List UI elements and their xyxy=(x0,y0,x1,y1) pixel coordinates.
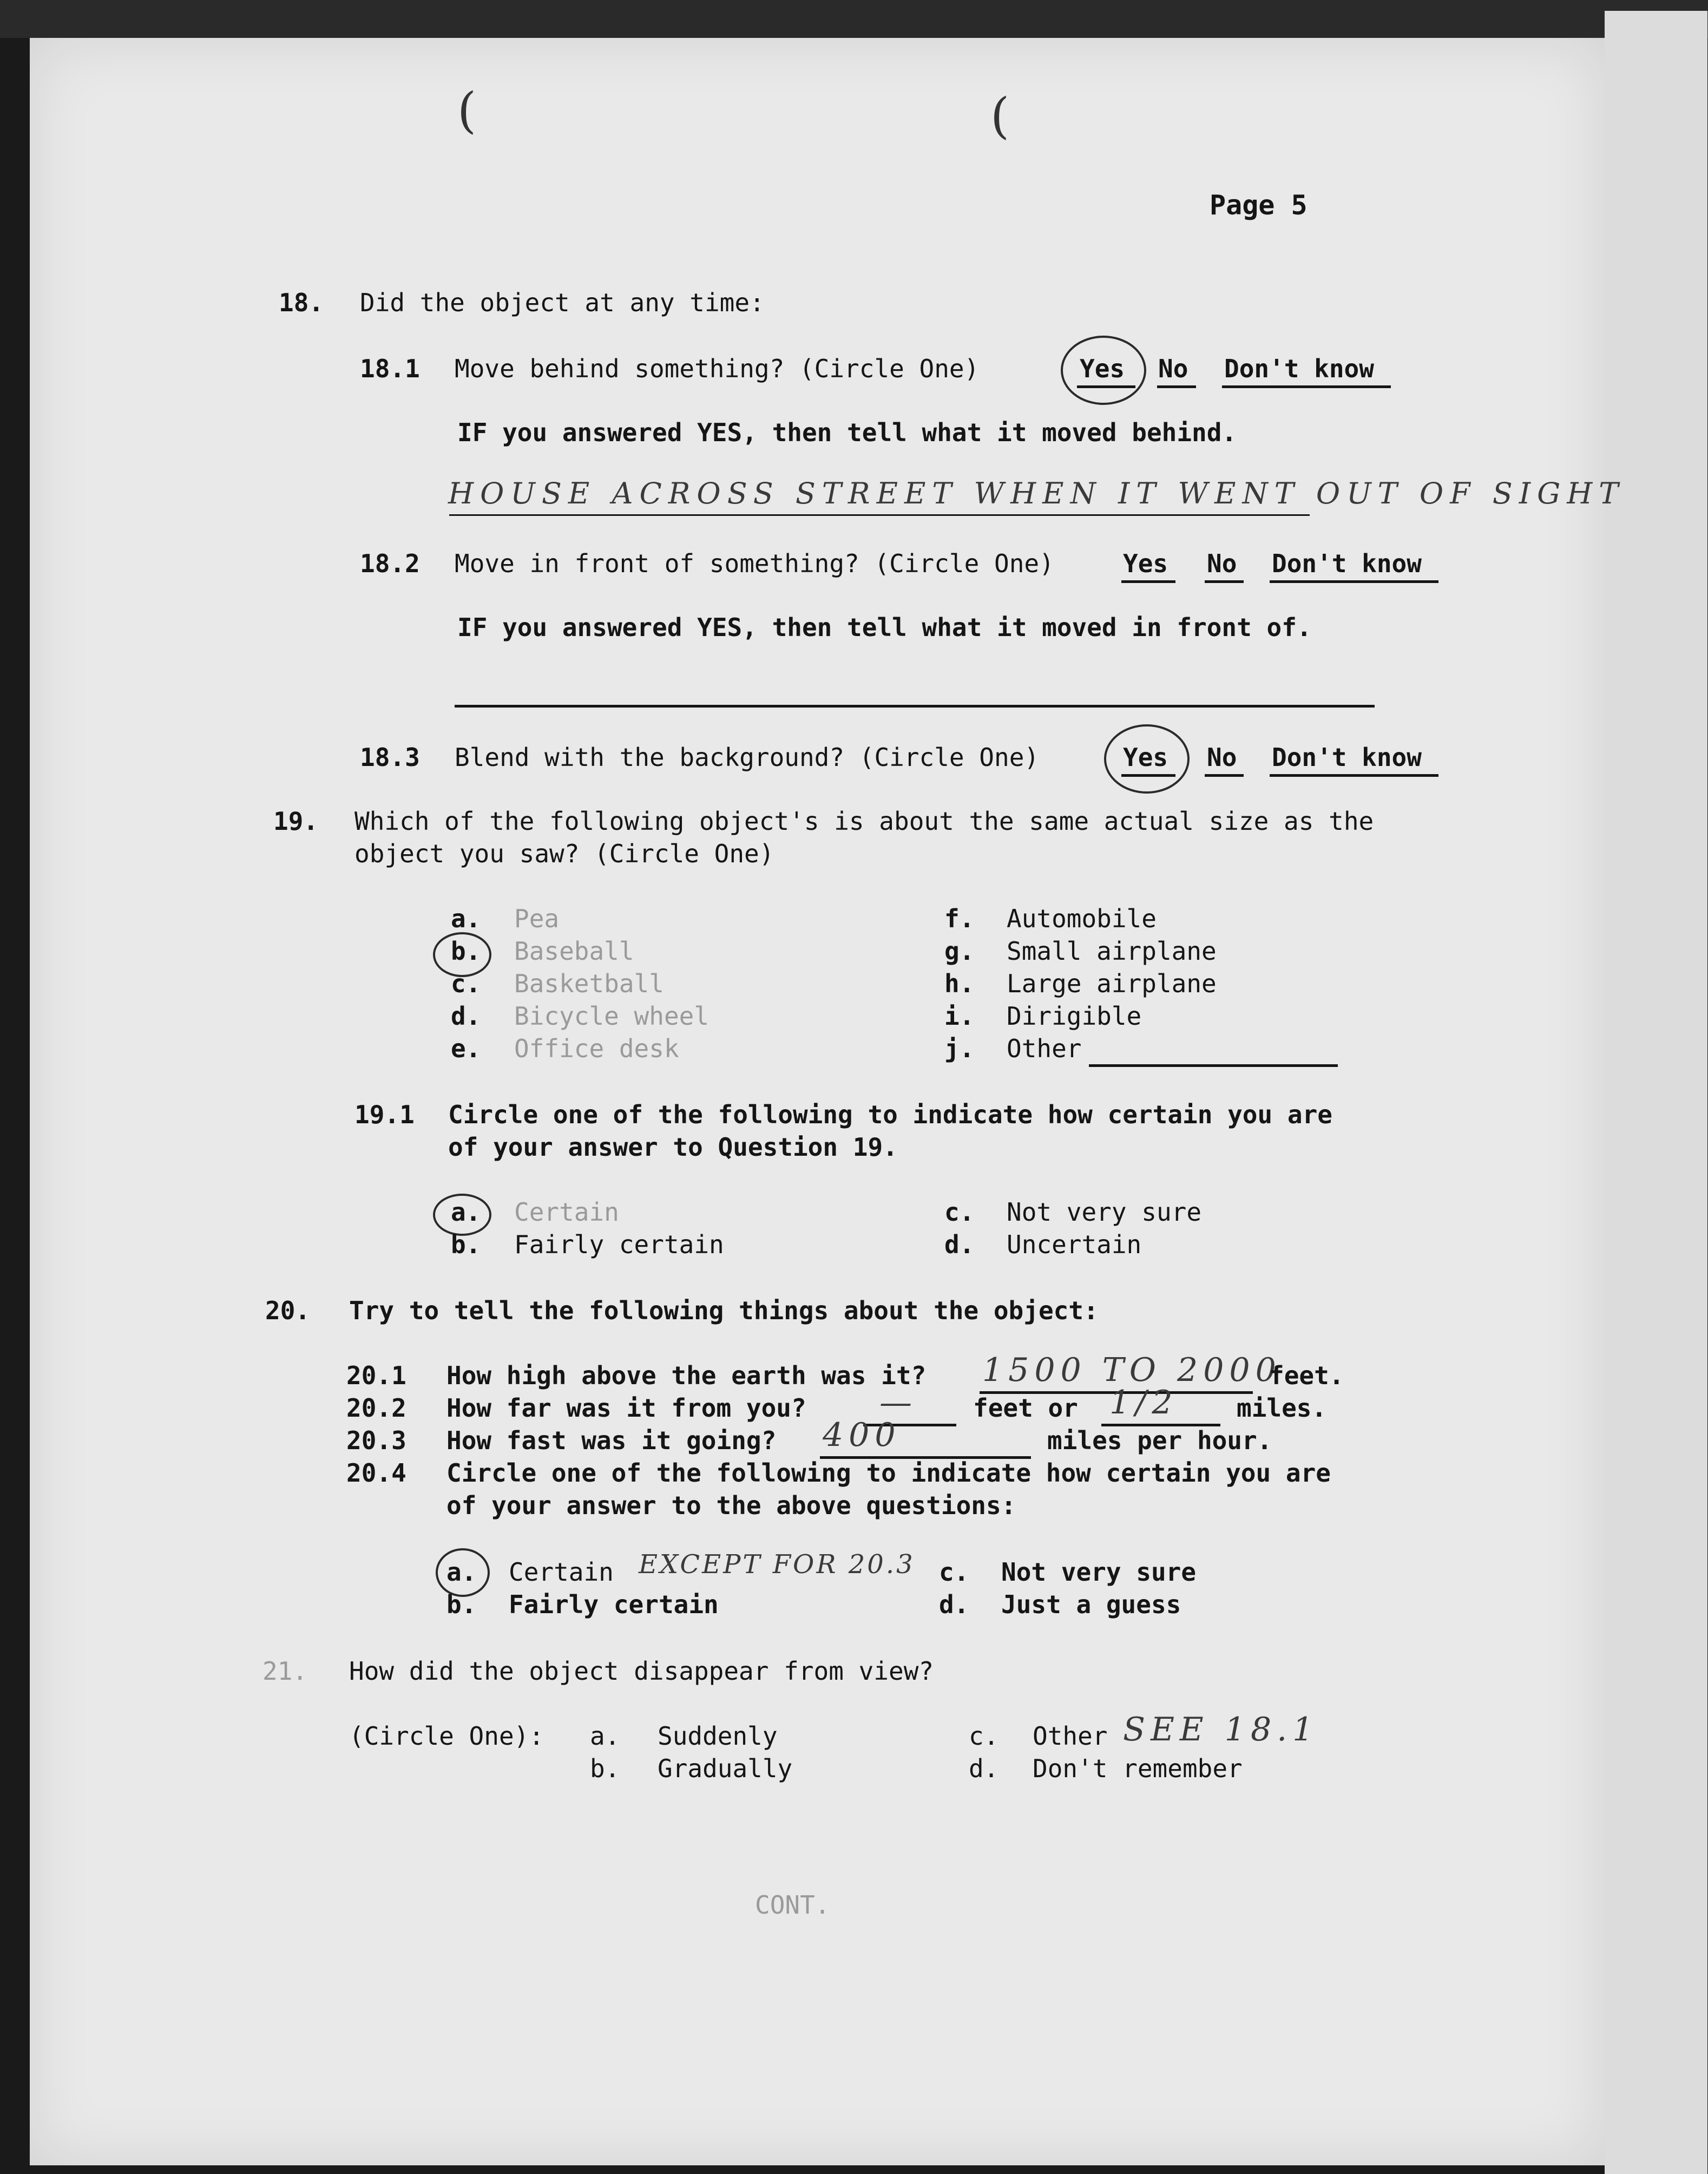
q20-2-text: How far was it from you? xyxy=(446,1393,806,1423)
q20-3-text: How fast was it going? xyxy=(446,1426,777,1455)
q21-d: Don't remember xyxy=(1033,1754,1243,1783)
q20-1-handwritten-answer: 1500 TO 2000 xyxy=(982,1351,1282,1389)
q19-opt-g: Small airplane xyxy=(1007,937,1217,966)
q18-2-number: 18.2 xyxy=(360,549,420,578)
q19-1-c: Not very sure xyxy=(1007,1197,1202,1227)
q18-1-followup: IF you answered YES, then tell what it moved behind. xyxy=(457,418,1237,447)
underline xyxy=(1205,774,1244,777)
q20-2-mid: feet or xyxy=(973,1393,1078,1423)
q21-c-handwritten-answer: SEE 18.1 xyxy=(1123,1711,1319,1749)
q20-4-number: 20.4 xyxy=(346,1458,406,1488)
q20-d-key: d. xyxy=(939,1590,969,1619)
q18-1-number: 18.1 xyxy=(360,354,420,383)
punch-mark: ( xyxy=(990,88,1010,145)
q19-1-line2: of your answer to Question 19. xyxy=(448,1132,898,1162)
q20-4-line1: Circle one of the following to indicate how certain you are xyxy=(446,1458,1331,1488)
q19-1-a: Certain xyxy=(514,1197,619,1227)
q20-2-handwritten-answer-feet: — xyxy=(879,1384,917,1422)
q20-4-line2: of your answer to the above questions: xyxy=(446,1491,1016,1520)
q19-opt-h-key: h. xyxy=(944,969,975,998)
q18-1-yes: Yes xyxy=(1080,354,1125,383)
q19-opt-b-key: b. xyxy=(451,937,481,966)
q18-3-dontknow: Don't know xyxy=(1272,743,1422,772)
q19-opt-i: Dirigible xyxy=(1007,1001,1142,1031)
q19-opt-j-key: j. xyxy=(944,1034,975,1063)
q20-1-unit: feet. xyxy=(1269,1361,1344,1390)
q18-3-text: Blend with the background? (Circle One) xyxy=(455,743,1040,772)
q21-number: 21. xyxy=(262,1656,308,1686)
q20-number: 20. xyxy=(265,1296,311,1325)
answer-line xyxy=(455,705,1375,708)
q20-b: Fairly certain xyxy=(509,1590,719,1619)
underline xyxy=(1270,774,1438,777)
q18-1-dontknow: Don't know xyxy=(1224,354,1374,383)
q19-opt-j: Other xyxy=(1007,1034,1082,1063)
q18-2-yes: Yes xyxy=(1123,549,1168,578)
q21-circle-one: (Circle One): xyxy=(349,1721,544,1751)
q19-opt-f: Automobile xyxy=(1007,904,1157,933)
q19-opt-e: Office desk xyxy=(514,1034,679,1063)
q19-1-line1: Circle one of the following to indicate how certain you are xyxy=(448,1100,1332,1129)
q18-2-followup: IF you answered YES, then tell what it moved in front of. xyxy=(457,613,1312,642)
q19-opt-h: Large airplane xyxy=(1007,969,1217,998)
underline xyxy=(1157,385,1196,388)
underline xyxy=(1205,580,1244,583)
q20-2-handwritten-answer-miles: 1/2 xyxy=(1109,1384,1178,1422)
q21-text: How did the object disappear from view? xyxy=(349,1656,934,1686)
page-number: Page 5 xyxy=(1210,189,1308,221)
q20-3-number: 20.3 xyxy=(346,1426,406,1455)
underline xyxy=(1121,580,1175,583)
q18-2-dontknow: Don't know xyxy=(1272,549,1422,578)
q20-d: Just a guess xyxy=(1001,1590,1181,1619)
q18-1-no: No xyxy=(1158,354,1188,383)
q20-c: Not very sure xyxy=(1001,1557,1197,1587)
scan-top-border xyxy=(0,0,1708,38)
q20-1-number: 20.1 xyxy=(346,1361,406,1390)
q18-2-no: No xyxy=(1207,549,1237,578)
q20-b-key: b. xyxy=(446,1590,477,1619)
q18-1-text: Move behind something? (Circle One) xyxy=(455,354,980,383)
punch-mark: ( xyxy=(457,82,477,139)
q19-1-a-key: a. xyxy=(451,1197,481,1227)
q21-b: Gradually xyxy=(658,1754,793,1783)
q19-opt-a: Pea xyxy=(514,904,560,933)
q20-2-unit: miles. xyxy=(1237,1393,1327,1423)
q20-a-handwritten-note: EXCEPT FOR 20.3 xyxy=(639,1549,915,1580)
q21-d-key: d. xyxy=(969,1754,999,1783)
q19-opt-b: Baseball xyxy=(514,937,634,966)
q19-opt-a-key: a. xyxy=(451,904,481,933)
q19-1-d-key: d. xyxy=(944,1230,975,1259)
q21-b-key: b. xyxy=(590,1754,620,1783)
q19-line1: Which of the following object's is about the same actual size as the xyxy=(354,807,1374,836)
q19-1-d: Uncertain xyxy=(1007,1230,1142,1259)
q21-a-key: a. xyxy=(590,1721,620,1751)
q21-a: Suddenly xyxy=(658,1721,778,1751)
q19-opt-f-key: f. xyxy=(944,904,975,933)
q18-number: 18. xyxy=(279,288,324,317)
q19-1-c-key: c. xyxy=(944,1197,975,1227)
q18-text: Did the object at any time: xyxy=(360,288,765,317)
q19-opt-d: Bicycle wheel xyxy=(514,1001,710,1031)
underline xyxy=(1222,385,1391,388)
answer-line xyxy=(1089,1064,1338,1067)
q20-text: Try to tell the following things about the object: xyxy=(349,1296,1099,1325)
underline xyxy=(1270,580,1438,583)
q20-1-text: How high above the earth was it? xyxy=(446,1361,927,1390)
q20-3-unit: miles per hour. xyxy=(1047,1426,1272,1455)
q19-opt-g-key: g. xyxy=(944,937,975,966)
q20-3-handwritten-answer: 400 xyxy=(823,1416,901,1454)
q20-a-key: a. xyxy=(446,1557,477,1587)
q19-1-b: Fairly certain xyxy=(514,1230,724,1259)
continued-footer: CONT. xyxy=(755,1890,830,1920)
q18-3-no: No xyxy=(1207,743,1237,772)
q19-opt-d-key: d. xyxy=(451,1001,481,1031)
q19-opt-c: Basketball xyxy=(514,969,664,998)
scan-right-border xyxy=(1605,11,1707,2174)
q21-c-key: c. xyxy=(969,1721,999,1751)
q19-1-b-key: b. xyxy=(451,1230,481,1259)
q19-line2: object you saw? (Circle One) xyxy=(354,839,774,868)
q20-2-number: 20.2 xyxy=(346,1393,406,1423)
q19-opt-i-key: i. xyxy=(944,1001,975,1031)
answer-circle xyxy=(1061,336,1146,405)
q19-opt-e-key: e. xyxy=(451,1034,481,1063)
q19-opt-c-key: c. xyxy=(451,969,481,998)
q18-1-handwritten-answer: HOUSE ACROSS STREET WHEN IT WENT OUT OF SIGHT xyxy=(448,476,1625,510)
q19-number: 19. xyxy=(273,807,319,836)
answer-circle xyxy=(1104,724,1190,794)
q18-3-number: 18.3 xyxy=(360,743,420,772)
q18-3-yes: Yes xyxy=(1123,743,1168,772)
q21-c: Other xyxy=(1033,1721,1108,1751)
q20-a: Certain xyxy=(509,1557,614,1587)
q18-2-text: Move in front of something? (Circle One) xyxy=(455,549,1054,578)
q19-1-number: 19.1 xyxy=(354,1100,415,1129)
q20-c-key: c. xyxy=(939,1557,969,1587)
answer-line xyxy=(449,514,1310,516)
